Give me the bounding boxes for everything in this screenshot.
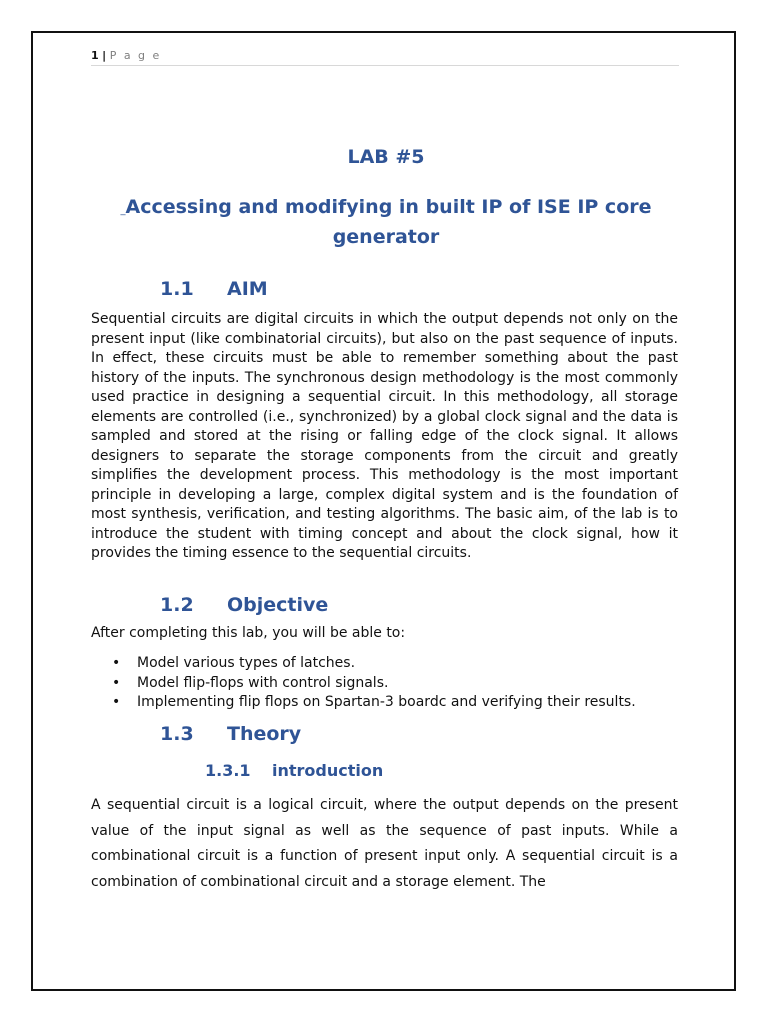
subsection-number: 1.3.1 (205, 761, 251, 780)
bullet-marker: • (112, 674, 121, 691)
objectives-list (112, 654, 636, 713)
page-number: 1 (91, 49, 99, 62)
section-number: 1.1 (160, 278, 194, 300)
list-item (112, 674, 636, 694)
document-page (31, 31, 736, 991)
subtitle-mark: _ (120, 205, 126, 216)
list-item-text: Implementing flip flops on Spartan-3 boardc and verifying their results. (137, 694, 636, 710)
subsection-title: introduction (272, 761, 384, 780)
subtitle-text: Accessing and modifying in built IP of ISE IP core generator (125, 196, 652, 248)
list-item-text: Model flip-flops with control signals. (137, 674, 389, 691)
section-title: Objective (227, 594, 329, 616)
section-heading-objective (160, 594, 328, 616)
header-separator: | (102, 49, 107, 62)
list-item-text: Model various types of latches. (137, 655, 356, 671)
section-heading-aim (160, 278, 268, 300)
page-header (91, 49, 679, 66)
bullet-marker: • (112, 694, 121, 710)
section-heading-theory (160, 723, 301, 745)
section-number: 1.2 (160, 594, 194, 616)
section-number: 1.3 (160, 723, 194, 745)
page-label: P a g e (109, 49, 162, 62)
lab-subtitle (91, 194, 681, 250)
list-item (112, 654, 636, 674)
objective-intro: After completing this lab, you will be able to: (91, 625, 406, 641)
bullet-marker: • (112, 655, 121, 671)
section-title: AIM (227, 278, 268, 300)
section-title: Theory (227, 723, 302, 745)
subsection-heading-introduction (205, 761, 383, 780)
introduction-paragraph: A sequential circuit is a logical circuit, where the output depends on the present value of the input signal as well as the sequence of past inputs. While a combinational circuit is a function of present input only. A sequential circuit is a combination of combinational circuit and a storage element. The (91, 797, 678, 890)
aim-paragraph: Sequential circuits are digital circuits in which the output depends not only on the present input (like combinatorial circuits), but also on the past sequence of inputs. In effect, these circuits must be able to remember something about the past history of the inputs. The synchronous design methodology is the most commonly used practice in designing a sequential circuit. In this methodology, all storage elements are controlled (i.e., synchronized) by a global clock signal and the data is sampled and stored at the rising or falling edge of the clock signal. It allows designers to separate the storage components from the circuit and greatly simplifies the development process. This methodology is the most important principle in developing a large, complex digital system and is the foundation of most synthesis, verification, and testing algorithms. The basic aim, of the lab is to introduce the student with timing concept and about the clock signal, how it provides the timing essence to the sequential circuits. (91, 311, 678, 561)
lab-title: LAB #5 (347, 146, 425, 168)
list-item (112, 693, 636, 713)
